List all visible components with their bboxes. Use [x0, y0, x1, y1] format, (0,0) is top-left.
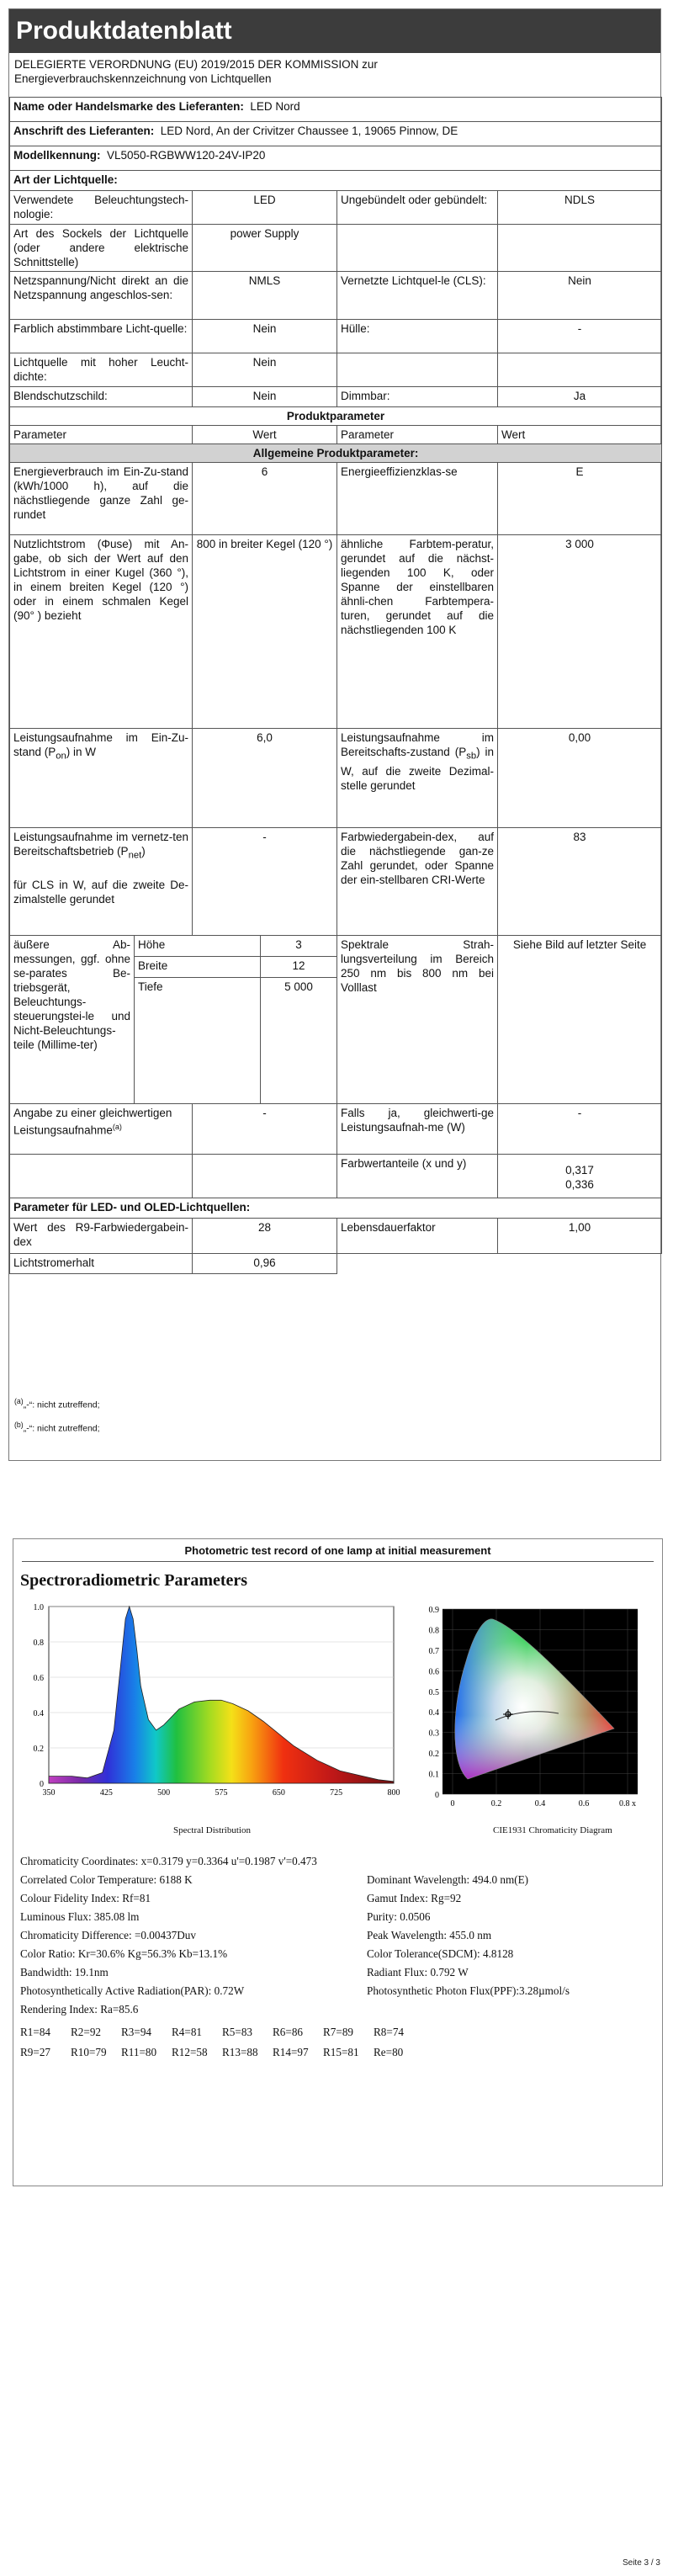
cie-chromaticity-diagram	[416, 1602, 655, 1825]
type-label: Farblich abstimmbare Licht-quelle:	[10, 320, 193, 353]
led-params-header: Parameter für LED- und OLED-Lichtquellen:	[10, 1198, 662, 1219]
r-value: R6=86	[273, 2026, 304, 2038]
r9-label: Wert des R9-Farbwiedergabein-dex	[10, 1219, 193, 1254]
cie-x-tick-label: 0.6	[578, 1799, 590, 1809]
regulation-line-1: DELEGIERTE VERORDNUNG (EU) 2019/2015 DER KOMMISSION zur	[14, 58, 378, 71]
x-tick-label: 500	[157, 1788, 171, 1798]
type-value: power Supply	[193, 225, 337, 272]
y-tick-label: 0.8	[33, 1639, 44, 1648]
r-value: Re=80	[374, 2046, 404, 2058]
photometric-report	[13, 1538, 663, 2186]
y-tick-label: 0.2	[33, 1745, 44, 1754]
type-value: NDLS	[498, 191, 662, 225]
r9-value: 28	[193, 1219, 337, 1254]
chromaticity-value: 0,317 0,336	[498, 1155, 662, 1198]
cie-x-tick-label: 0	[450, 1799, 455, 1809]
r-value: R5=83	[222, 2026, 253, 2038]
useful-flux-value: 800 in breiter Kegel (120 °)	[193, 535, 337, 729]
chromaticity-difference: Chromaticity Difference: =0.00437Duv	[20, 1929, 196, 1941]
energy-consumption-value: 6	[193, 463, 337, 535]
type-label: Dimmbar:	[337, 387, 498, 407]
light-source-type-header: Art der Lichtquelle:	[10, 171, 662, 191]
power-standby-value: 0,00	[498, 729, 662, 828]
power-on-value: 6,0	[193, 729, 337, 828]
spectrum-caption: Spectral Distribution	[173, 1825, 251, 1835]
product-data-sheet	[8, 8, 661, 1461]
type-label: Blendschutzschild:	[10, 387, 193, 407]
product-params-header: Produktparameter	[10, 407, 662, 426]
y-tick-label: 0.4	[33, 1709, 44, 1718]
dimensions-label: äußere Ab-messungen, ggf. ohne se-parates Be-triebsgerät, Beleuchtungs-steuerungstei-le und Nicht-Beleuchtungs-teile (Millime-ter)	[10, 936, 135, 1104]
r-value: R14=97	[273, 2046, 309, 2058]
dimension-depth-label: Tiefe	[135, 978, 261, 1104]
regulation-line-2: Energieverbrauchskennzeichnung von Lichtquellen	[14, 72, 272, 85]
r-value: R9=27	[20, 2046, 51, 2058]
survival-factor-label: Lebensdauerfaktor	[337, 1219, 498, 1254]
spd-label: Spektrale Strah-lungsverteilung im Bereich 250 nm bis 800 nm bei Volllast	[337, 936, 498, 1104]
useful-flux-label: Nutzlichtstrom (Φuse) mit An-gabe, ob sich der Wert auf den Lichtstrom in einer Kugel (360 °), in einem breiten Kegel (120 °) oder in einem schmalen Kegel (90° ) bezieht	[10, 535, 193, 729]
report-title: Photometric test record of one lamp at initial measurement	[184, 1544, 491, 1557]
x-tick-label: 650	[272, 1788, 285, 1798]
r-value: R2=92	[71, 2026, 102, 2038]
type-value: -	[498, 320, 662, 353]
model-row: Modellkennung: VL5050-RGBWW120-24V-IP20	[10, 146, 662, 171]
dimension-width-value: 12	[261, 957, 337, 978]
purity: Purity: 0.0506	[367, 1910, 431, 1923]
cie-x-ticks	[451, 1799, 637, 1809]
r-value: R12=58	[172, 2046, 208, 2058]
cie-x-tick-label: 0.8 x	[619, 1799, 636, 1809]
energy-consumption-label: Energieverbrauch im Ein-Zu-stand (kWh/1000 h), auf die nächstliegende ganze Zahl ge-rundet	[10, 463, 193, 535]
type-label: Vernetzte Lichtquel-le (CLS):	[337, 272, 498, 320]
cie-y-tick-label: 0.9	[428, 1606, 439, 1615]
rendering-index: Rendering Index: Ra=85.6	[20, 2003, 139, 2016]
x-tick-label: 575	[215, 1788, 228, 1798]
energy-class-value: E	[498, 463, 662, 535]
type-label: Netzspannung/Nicht direkt an die Netzspannung angeschlos-sen:	[10, 272, 193, 320]
equivalent-power-w-label: Falls ja, gleichwerti-ge Leistungsaufnah-me (W)	[337, 1104, 498, 1155]
cie-y-ticks	[429, 1606, 440, 1800]
chromaticity-coordinates: Chromaticity Coordinates: x=0.3179 y=0.3364 u'=0.1987 v'=0.473	[20, 1855, 317, 1867]
r-value: R3=94	[121, 2026, 152, 2038]
cri-value: 83	[498, 828, 662, 936]
lumen-maintenance-label: Lichtstromerhalt	[10, 1254, 193, 1274]
col-param: Parameter	[10, 426, 193, 444]
dimension-width-label: Breite	[135, 957, 261, 978]
y-tick-label: 0	[40, 1780, 44, 1789]
energy-class-label: Energieeffizienzklas-se	[337, 463, 498, 535]
r-value: R10=79	[71, 2046, 107, 2058]
y-ticks	[34, 1603, 45, 1789]
power-standby-label: Leistungsaufnahme im Bereitschafts-zustand $(P_{sb})$ in W, auf die zweite Dezimal-stelle gerundet	[337, 729, 498, 828]
r-value: R13=88	[222, 2046, 258, 2058]
model-id: VL5050-RGBWW120-24V-IP20	[107, 149, 266, 162]
cie-caption: CIE1931 Chromaticity Diagram	[493, 1825, 612, 1835]
supplier-address: LED Nord, An der Crivitzer Chaussee 1, 19065 Pinnow, DE	[160, 125, 458, 137]
col-value: Wert	[498, 426, 662, 444]
r-value: R15=81	[323, 2046, 359, 2058]
type-label: Verwendete Beleuchtungstech-nologie:	[10, 191, 193, 225]
supplier-name: LED Nord	[250, 100, 300, 113]
cie-y-tick-label: 0.6	[428, 1667, 439, 1677]
cct-label: ähnliche Farbtem-peratur, gerundet auf die nächst-liegenden 100 K, oder Spanne der einstellbaren ähnli-chen Farbtempera-turen, gerundet auf die nächstliegenden 100 K	[337, 535, 498, 729]
general-params-header: Allgemeine Produktparameter:	[10, 444, 662, 463]
radiant-flux: Radiant Flux: 0.792 W	[367, 1966, 469, 1978]
r-value: R11=80	[121, 2046, 157, 2058]
gamut-index: Gamut Index: Rg=92	[367, 1892, 462, 1904]
footnote-b: $^{(b)}$„-“: nicht zutreffend;	[14, 1420, 100, 1433]
cie-y-tick-label: 0.1	[428, 1770, 439, 1780]
peak-wavelength: Peak Wavelength: 455.0 nm	[367, 1929, 492, 1941]
cct-value: 3 000	[498, 535, 662, 729]
spectral-distribution-chart	[13, 1598, 409, 1817]
spd-value: Siehe Bild auf letzter Seite	[498, 936, 662, 1104]
survival-factor-value: 1,00	[498, 1219, 662, 1254]
type-label: Art des Sockels der Lichtquelle (oder andere elektrische Schnittstelle)	[10, 225, 193, 272]
ppf: Photosynthetic Photon Flux(PPF):3.28µmol/s	[367, 1984, 570, 1997]
cie-x-tick-label: 0.4	[534, 1799, 546, 1809]
cie-y-tick-label: 0.4	[428, 1708, 439, 1718]
x-ticks	[43, 1788, 400, 1798]
y-tick-label: 1.0	[33, 1603, 44, 1612]
color-ratio: Color Ratio: Kr=30.6% Kg=56.3% Kb=13.1%	[20, 1947, 228, 1960]
equivalent-power-w-value: -	[498, 1104, 662, 1155]
spectro-section-title: Spectroradiometric Parameters	[20, 1571, 248, 1590]
r-value: R1=84	[20, 2026, 51, 2038]
footnotes	[14, 1396, 100, 1434]
x-tick-label: 725	[330, 1788, 343, 1798]
cct-measure: Correlated Color Temperature: 6188 K	[20, 1873, 193, 1886]
cie-y-tick-label: 0.5	[428, 1687, 439, 1697]
cie-y-tick-label: 0	[435, 1791, 439, 1800]
luminous-flux: Luminous Flux: 385.08 lm	[20, 1910, 140, 1923]
cri-label: Farbwiedergabein-dex, auf die nächstliegende gan-ze Zahl gerundet, oder Spanne der ein-stellbaren CRI-Werte	[337, 828, 498, 936]
type-value: Nein	[193, 387, 337, 407]
r-value: R7=89	[323, 2026, 354, 2038]
power-networked-standby-label: Leistungsaufnahme im vernetz-ten Bereitschaftsbetrieb $(P_{net})$ für CLS in W, auf die zweite De-zimalstelle gerundet	[10, 828, 193, 936]
x-tick-label: 800	[387, 1788, 400, 1798]
cie-y-tick-label: 0.3	[428, 1729, 439, 1739]
fidelity-index: Colour Fidelity Index: Rf=81	[20, 1892, 151, 1904]
type-label: Hülle:	[337, 320, 498, 353]
equivalent-power-label: Angabe zu einer gleichwertigen Leistungsaufnahme$^{(a)}$	[10, 1104, 193, 1155]
par: Photosynthetically Active Radiation(PAR): 0.72W	[20, 1984, 245, 1997]
r-value: R4=81	[172, 2026, 203, 2038]
equivalent-power-value: -	[193, 1104, 337, 1155]
cie-x-tick-label: 0.2	[490, 1799, 502, 1809]
type-label: Ungebündelt oder gebündelt:	[337, 191, 498, 225]
x-tick-label: 350	[42, 1788, 56, 1798]
regulation-text	[14, 57, 654, 86]
color-tolerance: Color Tolerance(SDCM): 4.8128	[367, 1947, 514, 1960]
type-value: Nein	[193, 320, 337, 353]
supplier-address-row: Anschrift des Lieferanten: LED Nord, An der Crivitzer Chaussee 1, 19065 Pinnow, DE	[10, 122, 662, 146]
cie-y-tick-label: 0.2	[428, 1750, 439, 1760]
col-value: Wert	[193, 426, 337, 444]
chromaticity-label: Farbwertanteile (x und y)	[337, 1155, 498, 1198]
dimension-height-value: 3	[261, 936, 337, 957]
type-value: Nein	[193, 353, 337, 387]
col-param: Parameter	[337, 426, 498, 444]
report-divider	[22, 1561, 654, 1562]
cie-y-tick-label: 0.8	[428, 1626, 439, 1636]
footnote-a: $^{(a)}$„-“: nicht zutreffend;	[14, 1397, 100, 1410]
r-value: R8=74	[374, 2026, 405, 2038]
spec-table	[9, 97, 662, 1274]
power-networked-standby-value: -	[193, 828, 337, 936]
type-value: Ja	[498, 387, 662, 407]
dominant-wavelength: Dominant Wavelength: 494.0 nm(E)	[367, 1873, 529, 1886]
type-value: LED	[193, 191, 337, 225]
sheet-title: Produktdatenblatt	[9, 9, 660, 53]
supplier-name-row: Name oder Handelsmarke des Lieferanten: LED Nord	[10, 98, 662, 122]
bandwidth: Bandwidth: 19.1nm	[20, 1966, 109, 1978]
cie-y-tick-label: 0.7	[428, 1646, 439, 1656]
power-on-label: Leistungsaufnahme im Ein-Zu-stand $(P_{on})$ in W	[10, 729, 193, 828]
dimension-depth-value: 5 000	[261, 978, 337, 1104]
lumen-maintenance-value: 0,96	[193, 1254, 337, 1274]
x-tick-label: 425	[99, 1788, 113, 1798]
type-value: NMLS	[193, 272, 337, 320]
page-number: Seite 3 / 3	[622, 2558, 660, 2568]
y-tick-label: 0.6	[33, 1674, 44, 1683]
type-value: Nein	[498, 272, 662, 320]
type-label: Lichtquelle mit hoher Leucht-dichte:	[10, 353, 193, 387]
dimension-height-label: Höhe	[135, 936, 261, 957]
